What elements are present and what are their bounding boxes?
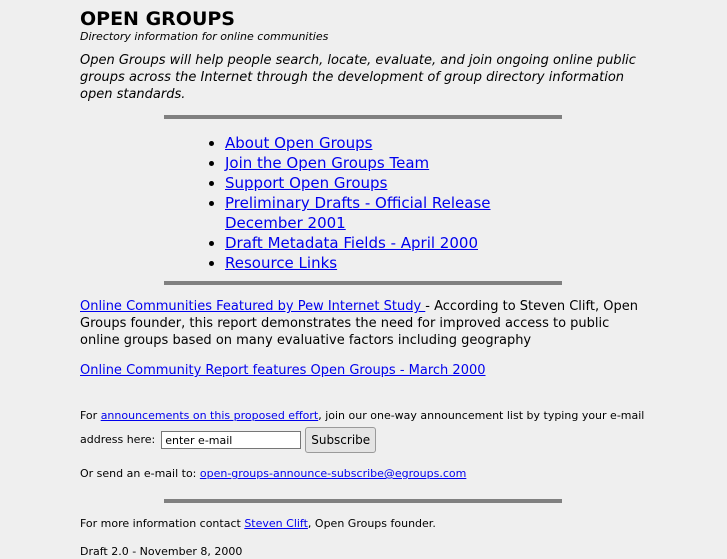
main-nav xyxy=(225,133,525,273)
signup-prefix: For xyxy=(80,409,101,422)
preliminary-drafts-link[interactable]: Preliminary Drafts - Official Release December 2001 xyxy=(225,194,491,232)
subscribe-button[interactable]: Subscribe xyxy=(305,427,376,453)
page-title: OPEN GROUPS xyxy=(80,8,235,30)
join-team-link[interactable]: Join the Open Groups Team xyxy=(225,154,430,172)
signup-form xyxy=(80,427,650,453)
email-input[interactable] xyxy=(161,431,301,449)
nav-item-resources xyxy=(225,253,525,273)
nav-item-about xyxy=(225,133,525,153)
subscribe-email-link[interactable]: open-groups-announce-subscribe@egroups.com xyxy=(199,467,467,480)
community-report-link[interactable]: Online Community Report features Open Groups - March 2000 xyxy=(80,363,486,378)
pew-study-link[interactable]: Online Communities Featured by Pew Internet Study xyxy=(80,299,426,314)
signup-suffix: , join our one-way announcement list by typing your e-mail xyxy=(318,409,645,422)
divider xyxy=(164,499,562,503)
contact-prefix: For more information contact xyxy=(80,517,245,530)
alt-email-text xyxy=(80,467,650,481)
alt-email-prefix: Or send an e-mail to: xyxy=(80,467,200,480)
nav-item-support xyxy=(225,173,525,193)
signup-section xyxy=(80,409,650,453)
signup-text xyxy=(80,409,650,423)
report-paragraph xyxy=(80,362,650,379)
contact-text xyxy=(80,517,650,531)
email-label: address here: xyxy=(80,433,156,446)
featured-text: - According to Steven Clift, Open Groups founder, this report demonstrates the need for improved access to public online groups based on many evaluative factors including geography xyxy=(80,299,638,348)
page-content xyxy=(80,8,650,559)
announcements-link[interactable]: announcements on this proposed effort xyxy=(100,409,319,422)
nav-item-drafts xyxy=(225,193,525,233)
support-link[interactable]: Support Open Groups xyxy=(225,174,388,192)
featured-paragraph xyxy=(80,298,650,349)
page-subtitle: Directory information for online communities xyxy=(80,30,329,43)
divider xyxy=(164,281,562,285)
contact-suffix: , Open Groups founder. xyxy=(307,517,436,530)
draft-note: Draft 2.0 - November 8, 2000 xyxy=(80,545,243,558)
draft-metadata-link[interactable]: Draft Metadata Fields - April 2000 xyxy=(225,234,478,252)
steven-clift-link[interactable]: Steven Clift xyxy=(244,517,308,530)
intro-text: Open Groups will help people search, locate, evaluate, and join ongoing online public groups across the Internet through the development of group directory information open standards. xyxy=(80,53,636,102)
about-link[interactable]: About Open Groups xyxy=(225,134,373,152)
divider xyxy=(164,115,562,119)
nav-item-metadata xyxy=(225,233,525,253)
resource-links-link[interactable]: Resource Links xyxy=(225,254,338,272)
nav-item-join xyxy=(225,153,525,173)
